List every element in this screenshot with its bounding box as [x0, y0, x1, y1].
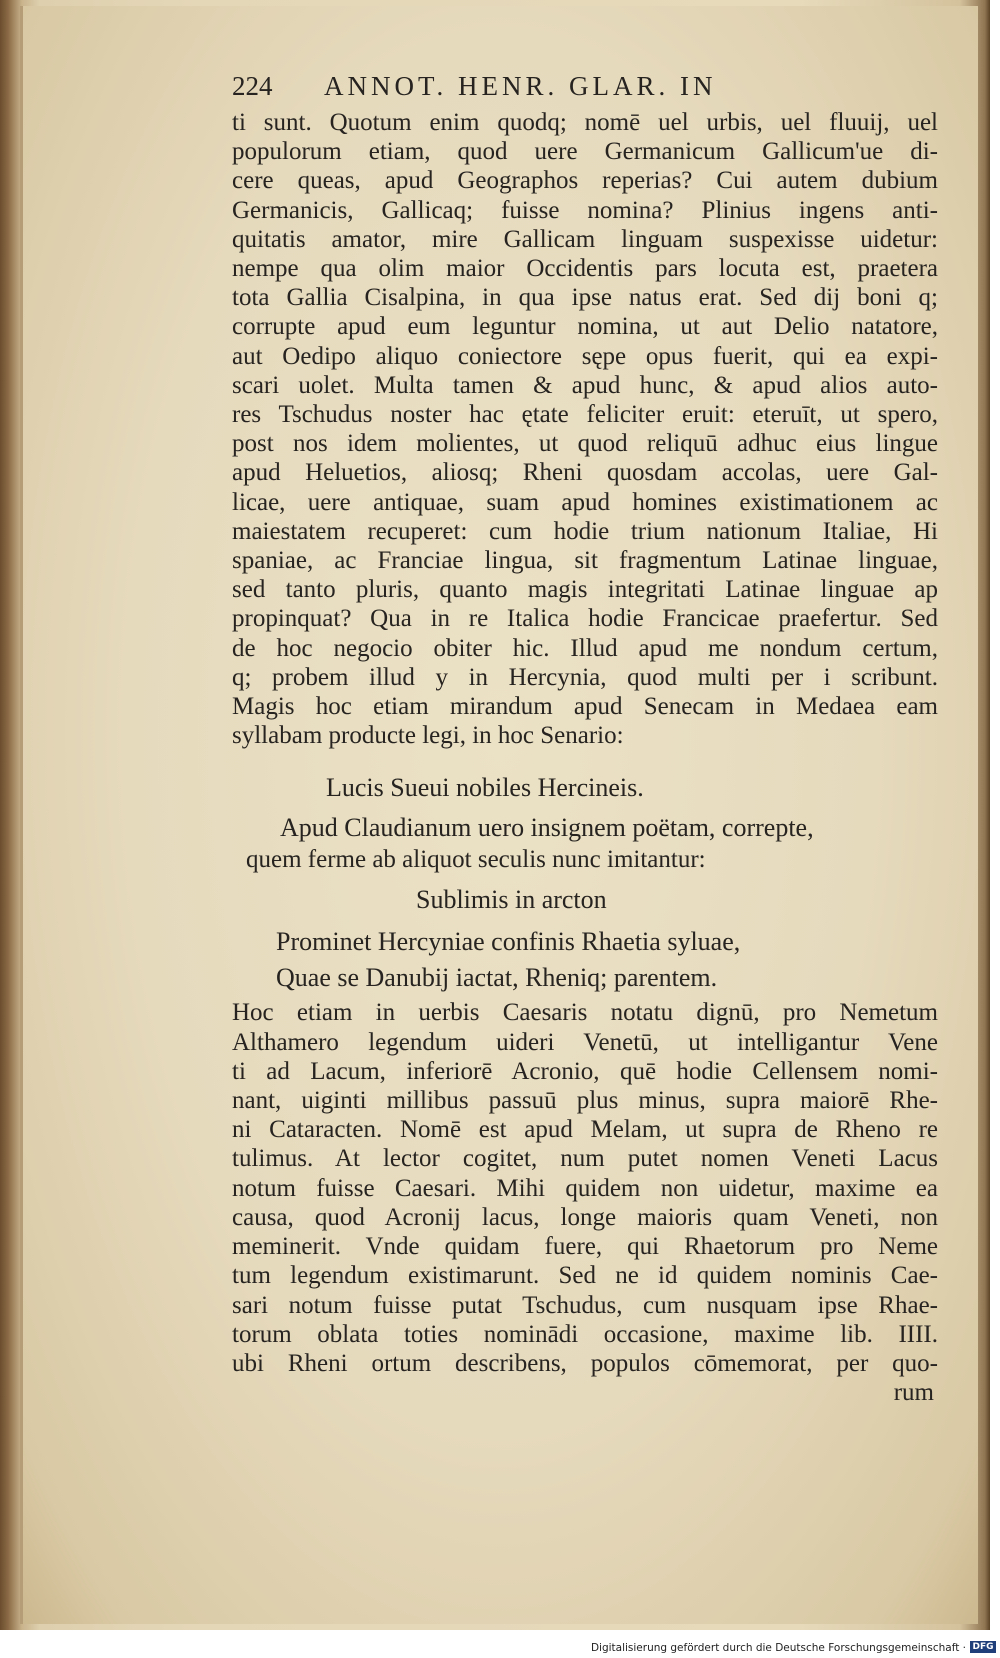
text-line: q; probem illud y in Hercynia, quod multi per i scribunt. [232, 663, 938, 691]
dfg-logo-icon: DFG [970, 1641, 996, 1653]
catchword: rum [893, 1379, 934, 1407]
text-line: post nos idem molientes, ut quod reliquū adhuc eius lingue [232, 430, 938, 458]
running-head-title: ANNOT. HENR. GLAR. IN [324, 71, 717, 101]
text-line: ti sunt. Quotum enim quodq; nomē uel urbis, uel fluuij, uel [232, 109, 938, 136]
funding-notice: Digitalisierung gefördert durch die Deutsche Forschungsgemeinschaft · [590, 1642, 966, 1654]
text-line: populorum etiam, quod uere Germanicum Gallicum'ue di- [232, 138, 938, 166]
text-line: propinquat? Qua in re Italica hodie Francicae praefertur. Sed [232, 605, 938, 633]
text-line: Hoc etiam in uerbis Caesaris notatu dignū, pro Nemetum [232, 999, 938, 1027]
text-line: apud Heluetios, aliosq; Rheni quosdam accolas, uere Gal- [232, 459, 938, 487]
text-line: sari notum fuisse putat Tschudus, cum nusquam ipse Rhae- [232, 1291, 938, 1319]
text-line: maiestatem recuperet: cum hodie trium nationum Italiae, Hi [232, 517, 938, 545]
text-line: aut Oedipo aliquo coniectore sępe opus fuerit, qui ea expi- [232, 342, 938, 370]
page-number: 224 [232, 71, 273, 101]
text-line: corrupte apud eum leguntur nomina, ut aut Delio natatore, [232, 313, 938, 341]
running-head [232, 66, 938, 106]
text-line: ti ad Lacum, inferiorē Acronio, quē hodie Cellensem nomi- [232, 1057, 938, 1085]
text-line: nempe qua olim maior Occidentis pars locuta est, praetera [232, 255, 938, 283]
text-line: Magis hoc etiam mirandum apud Senecam in Medaea eam [232, 693, 938, 721]
text-line: de hoc negocio obiter hic. Illud apud me nondum certum, [232, 634, 938, 662]
text-line: tota Gallia Cisalpina, in qua ipse natus erat. Sed dij boni q; [232, 284, 938, 312]
text-line: ni Cataracten. Nomē est apud Melam, ut supra de Rheno re [232, 1116, 938, 1144]
bridge-line: quem ferme ab aliquot seculis nunc imitantur: [246, 846, 706, 874]
verse-quotation-seneca: Lucis Sueui nobiles Hercineis. [326, 773, 644, 803]
text-line: causa, quod Acronij lacus, longe maioris quam Veneti, non [232, 1203, 938, 1231]
bridge-line: Apud Claudianum uero insignem poëtam, correpte, [280, 813, 814, 843]
text-line: cere queas, apud Geographos reperias? Cui autem dubium [232, 167, 938, 195]
paragraph-2 [232, 998, 938, 1378]
verse-quotation-claudian: Prominet Hercyniae confinis Rhaetia syluae, [276, 927, 741, 957]
text-line: tulimus. At lector cogitet, num putet nomen Veneti Lacus [232, 1145, 938, 1173]
text-line: nant, uiginti millibus passuū plus minus, supra maiorē Rhe- [232, 1087, 938, 1115]
text-line: ubi Rheni ortum describens, populos cōmemorat, per quo- [232, 1349, 938, 1377]
text-block [232, 66, 938, 1407]
text-line: spaniae, ac Franciae lingua, sit fragmentum Latinae linguae, [232, 547, 938, 575]
text-line: Althamero legendum uideri Venetū, ut intelligantur Vene [232, 1028, 938, 1056]
text-line: licae, uere antiquae, suam apud homines existimationem ac [232, 488, 938, 516]
text-line: meminerit. Vnde quidam fuere, qui Rhaetorum pro Neme [232, 1233, 938, 1261]
text-line: scari uolet. Multa tamen & apud hunc, & apud alios auto- [232, 371, 938, 399]
text-line: torum oblata toties nominādi occasione, maxime lib. IIII. [232, 1320, 938, 1348]
verse-quotation-claudian: Sublimis in arcton [416, 885, 607, 915]
text-line: sed tanto pluris, quanto magis integritati Latinae linguae ap [232, 576, 938, 604]
text-line: syllabam producte legi, in hoc Senario: [232, 722, 624, 750]
paragraph-1 [232, 108, 938, 750]
verse-quotation-claudian: Quae se Danubij iactat, Rheniq; parentem. [276, 963, 718, 993]
text-line: notum fuisse Caesari. Mihi quidem non uidetur, maxime ea [232, 1174, 938, 1202]
text-line: Germanicis, Gallicaq; fuisse nomina? Plinius ingens anti- [232, 196, 938, 224]
text-line: quitatis amator, mire Gallicam linguam suspexisse uidetur: [232, 225, 938, 253]
text-line: tum legendum existimarunt. Sed ne id quidem nominis Cae- [232, 1262, 938, 1290]
text-line: res Tschudus noster hac ętate feliciter eruit: eteruīt, ut spero, [232, 401, 938, 429]
